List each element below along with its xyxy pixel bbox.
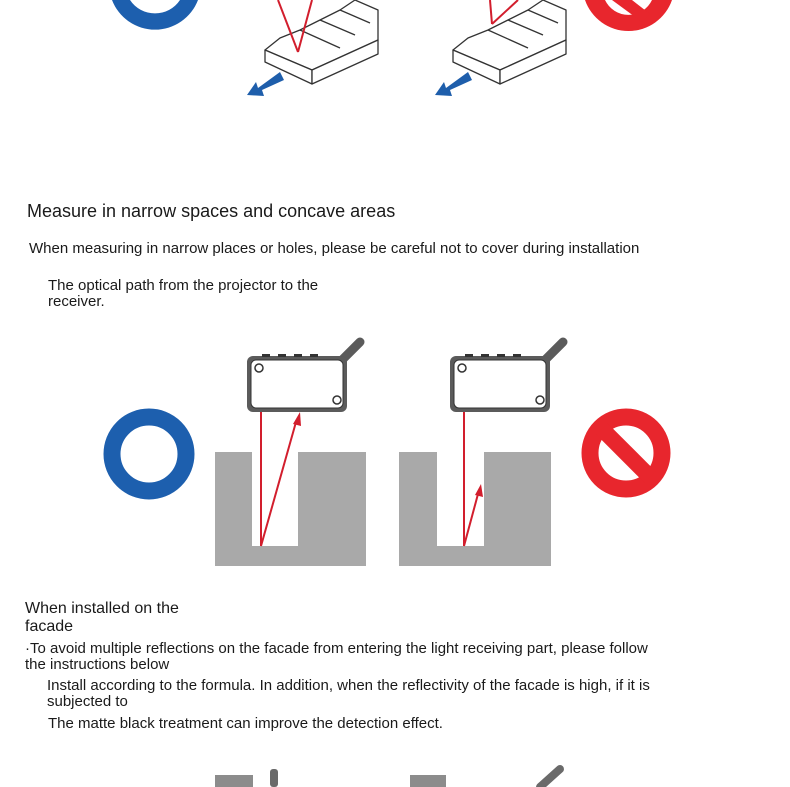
staircase-right xyxy=(453,0,566,84)
narrow-instruction-line2 xyxy=(48,278,318,310)
facade-instruction-line3: The matte black treatment can improve the detection effect. xyxy=(48,715,443,732)
sensor-right xyxy=(450,342,563,412)
narrow-instruction-line2b: receiver. xyxy=(48,293,105,310)
beam-left-ok xyxy=(261,412,296,546)
prohibited-icon xyxy=(590,417,662,489)
circle-ok-icon xyxy=(112,417,186,491)
facade-instruction-line2b: subjected to xyxy=(47,693,128,710)
facade-heading-a: When installed on the xyxy=(25,600,179,617)
narrow-instruction-line1: When measuring in narrow places or holes, please be careful not to cover during installation xyxy=(29,240,640,257)
circle-ok-icon xyxy=(112,0,198,30)
narrow-instruction-line2a: The optical path from the projector to the xyxy=(48,277,319,294)
arrow-blue-left xyxy=(247,72,284,96)
concave-wall-right xyxy=(399,452,551,566)
top-illustration xyxy=(0,0,790,110)
facade-instruction-line1b: the instructions below xyxy=(25,656,170,673)
facade-instruction-line1 xyxy=(25,641,648,673)
section-heading-narrow: Measure in narrow spaces and concave areas xyxy=(27,201,396,221)
narrow-space-diagram xyxy=(0,330,790,570)
beam-arrowhead-right xyxy=(475,484,483,497)
sensor-left xyxy=(247,342,360,412)
prohibited-icon xyxy=(585,0,672,31)
facade-heading-b: facade xyxy=(25,618,74,635)
facade-instruction-line2 xyxy=(47,678,650,710)
section-heading-facade xyxy=(25,600,179,636)
concave-wall-left xyxy=(215,452,366,566)
arrow-blue-right xyxy=(435,72,472,96)
beam-arrowhead-left xyxy=(293,412,301,426)
beam-right-ng xyxy=(464,412,478,546)
facade-instruction-line1a: ·To avoid multiple reflections on the facade from entering the light receiving part, please follow xyxy=(25,640,648,657)
facade-instruction-line2a: Install according to the formula. In addition, when the reflectivity of the facade is high, if it is xyxy=(47,677,650,694)
bottom-illustration xyxy=(0,767,790,787)
